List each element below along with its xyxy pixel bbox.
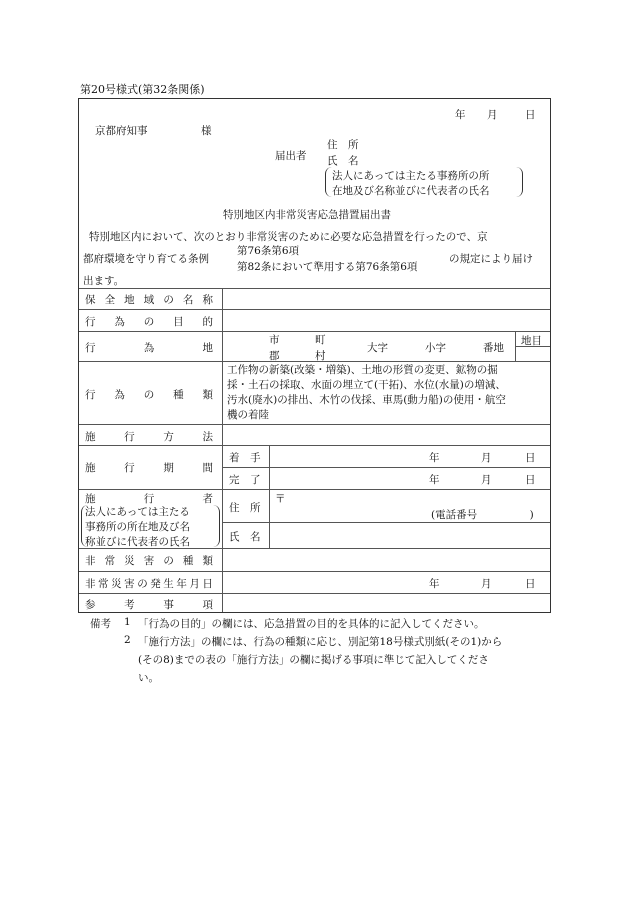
addressee-honorific: 様 bbox=[201, 125, 212, 137]
loc-machi: 町 bbox=[315, 334, 326, 346]
disaster-month: 月 bbox=[481, 578, 492, 590]
loc-mura: 村 bbox=[315, 350, 326, 362]
loc-city: 市 bbox=[269, 334, 280, 346]
body-line-2-left: 都府環境を守り育てる条例 bbox=[83, 253, 209, 265]
body-line-3: 出ます。 bbox=[83, 275, 125, 287]
operator-address-label: 住 所 bbox=[229, 502, 261, 514]
disaster-day: 日 bbox=[525, 578, 536, 590]
applicant-name-label: 氏 名 bbox=[327, 155, 359, 167]
label-kind: 行 為 の 種 類 bbox=[85, 389, 213, 401]
date-day: 日 bbox=[525, 109, 536, 121]
form-number: 第20号様式(第32条関係) bbox=[80, 83, 205, 96]
label-location: 行 為 地 bbox=[85, 342, 213, 354]
label-remarks: 参 考 事 項 bbox=[85, 599, 213, 611]
period-end-label: 完 了 bbox=[229, 474, 261, 486]
article-a: 第76条第6項 bbox=[237, 245, 300, 257]
document-title: 特別地区内非常災害応急措置届出書 bbox=[223, 209, 391, 221]
label-method: 施 行 方 法 bbox=[85, 431, 213, 443]
loc-koaza: 小字 bbox=[425, 342, 446, 354]
notes-label: 備考 bbox=[90, 618, 111, 630]
applicant-label: 届出者 bbox=[275, 150, 307, 162]
kind-desc-1: 工作物の新築(改築・増築)、土地の形質の変更、鉱物の掘 bbox=[227, 364, 498, 376]
disaster-year: 年 bbox=[429, 578, 440, 590]
period-start-day: 日 bbox=[525, 452, 536, 464]
label-area-name: 保 全 地 域 の 名 称 bbox=[85, 294, 213, 306]
period-end-day: 日 bbox=[525, 474, 536, 486]
loc-banchi: 番地 bbox=[483, 342, 504, 354]
period-start-label: 着 手 bbox=[229, 452, 261, 464]
kind-desc-4: 機の着陸 bbox=[227, 409, 269, 421]
form-frame bbox=[78, 98, 551, 613]
period-end-month: 月 bbox=[481, 474, 492, 486]
period-end-year: 年 bbox=[429, 474, 440, 486]
note-1-text: 「行為の目的」の欄には、応急措置の目的を具体的に記入してください。 bbox=[138, 618, 485, 630]
label-disaster-date: 非 常 災 害 の 発 生 年 月 日 bbox=[85, 578, 213, 590]
applicant-note-2: 在地及び名称並びに代表者の氏名 bbox=[332, 185, 490, 197]
note-2-line-2: (その8)までの表の「施行方法」の欄に掲げる事項に準じて記入してくださ bbox=[138, 654, 489, 666]
operator-postal-mark: 〒 bbox=[275, 493, 286, 505]
operator-phone: (電話番号 ) bbox=[431, 509, 534, 521]
operator-note-2: 事務所の所在地及び名 bbox=[85, 521, 190, 533]
loc-chimoku: 地目 bbox=[521, 335, 542, 347]
operator-note-1: 法人にあっては主たる bbox=[85, 506, 190, 518]
kind-desc-2: 採・土石の採取、水面の埋立て(干拓)、水位(水量)の増減、 bbox=[227, 379, 506, 391]
applicant-address-label: 住 所 bbox=[327, 139, 359, 151]
loc-oaza: 大字 bbox=[367, 342, 388, 354]
body-line-2-right: の規定により届け bbox=[449, 253, 533, 265]
label-operator: 施 行 者 bbox=[85, 493, 213, 505]
article-b: 第82条において準用する第76条第6項 bbox=[237, 261, 418, 273]
label-period: 施 行 期 間 bbox=[85, 462, 213, 474]
addressee-name: 京都府知事 bbox=[95, 125, 148, 137]
note-2-num: 2 bbox=[124, 634, 131, 646]
period-start-year: 年 bbox=[429, 452, 440, 464]
operator-name-label: 氏 名 bbox=[229, 531, 261, 543]
date-year: 年 bbox=[455, 109, 466, 121]
kind-desc-3: 汚水(廃水)の排出、木竹の伐採、車馬(動力船)の使用・航空 bbox=[227, 394, 506, 406]
label-purpose: 行 為 の 目 的 bbox=[85, 316, 213, 328]
date-month: 月 bbox=[487, 109, 498, 121]
applicant-note-1: 法人にあっては主たる事務所の所 bbox=[332, 170, 490, 182]
loc-gun: 郡 bbox=[269, 350, 280, 362]
label-disaster-type: 非 常 災 害 の 種 類 bbox=[85, 555, 213, 567]
note-2-line-3: い。 bbox=[138, 672, 159, 684]
period-start-month: 月 bbox=[481, 452, 492, 464]
note-1-num: 1 bbox=[124, 616, 131, 628]
note-2-line-1: 「施行方法」の欄には、行為の種類に応じ、別記第18号様式別紙(その1)から bbox=[138, 636, 503, 648]
body-line-1: 特別地区内において、次のとおり非常災害のために必要な応急措置を行ったので、京 bbox=[89, 231, 488, 243]
operator-note-3: 称並びに代表者の氏名 bbox=[85, 536, 190, 548]
